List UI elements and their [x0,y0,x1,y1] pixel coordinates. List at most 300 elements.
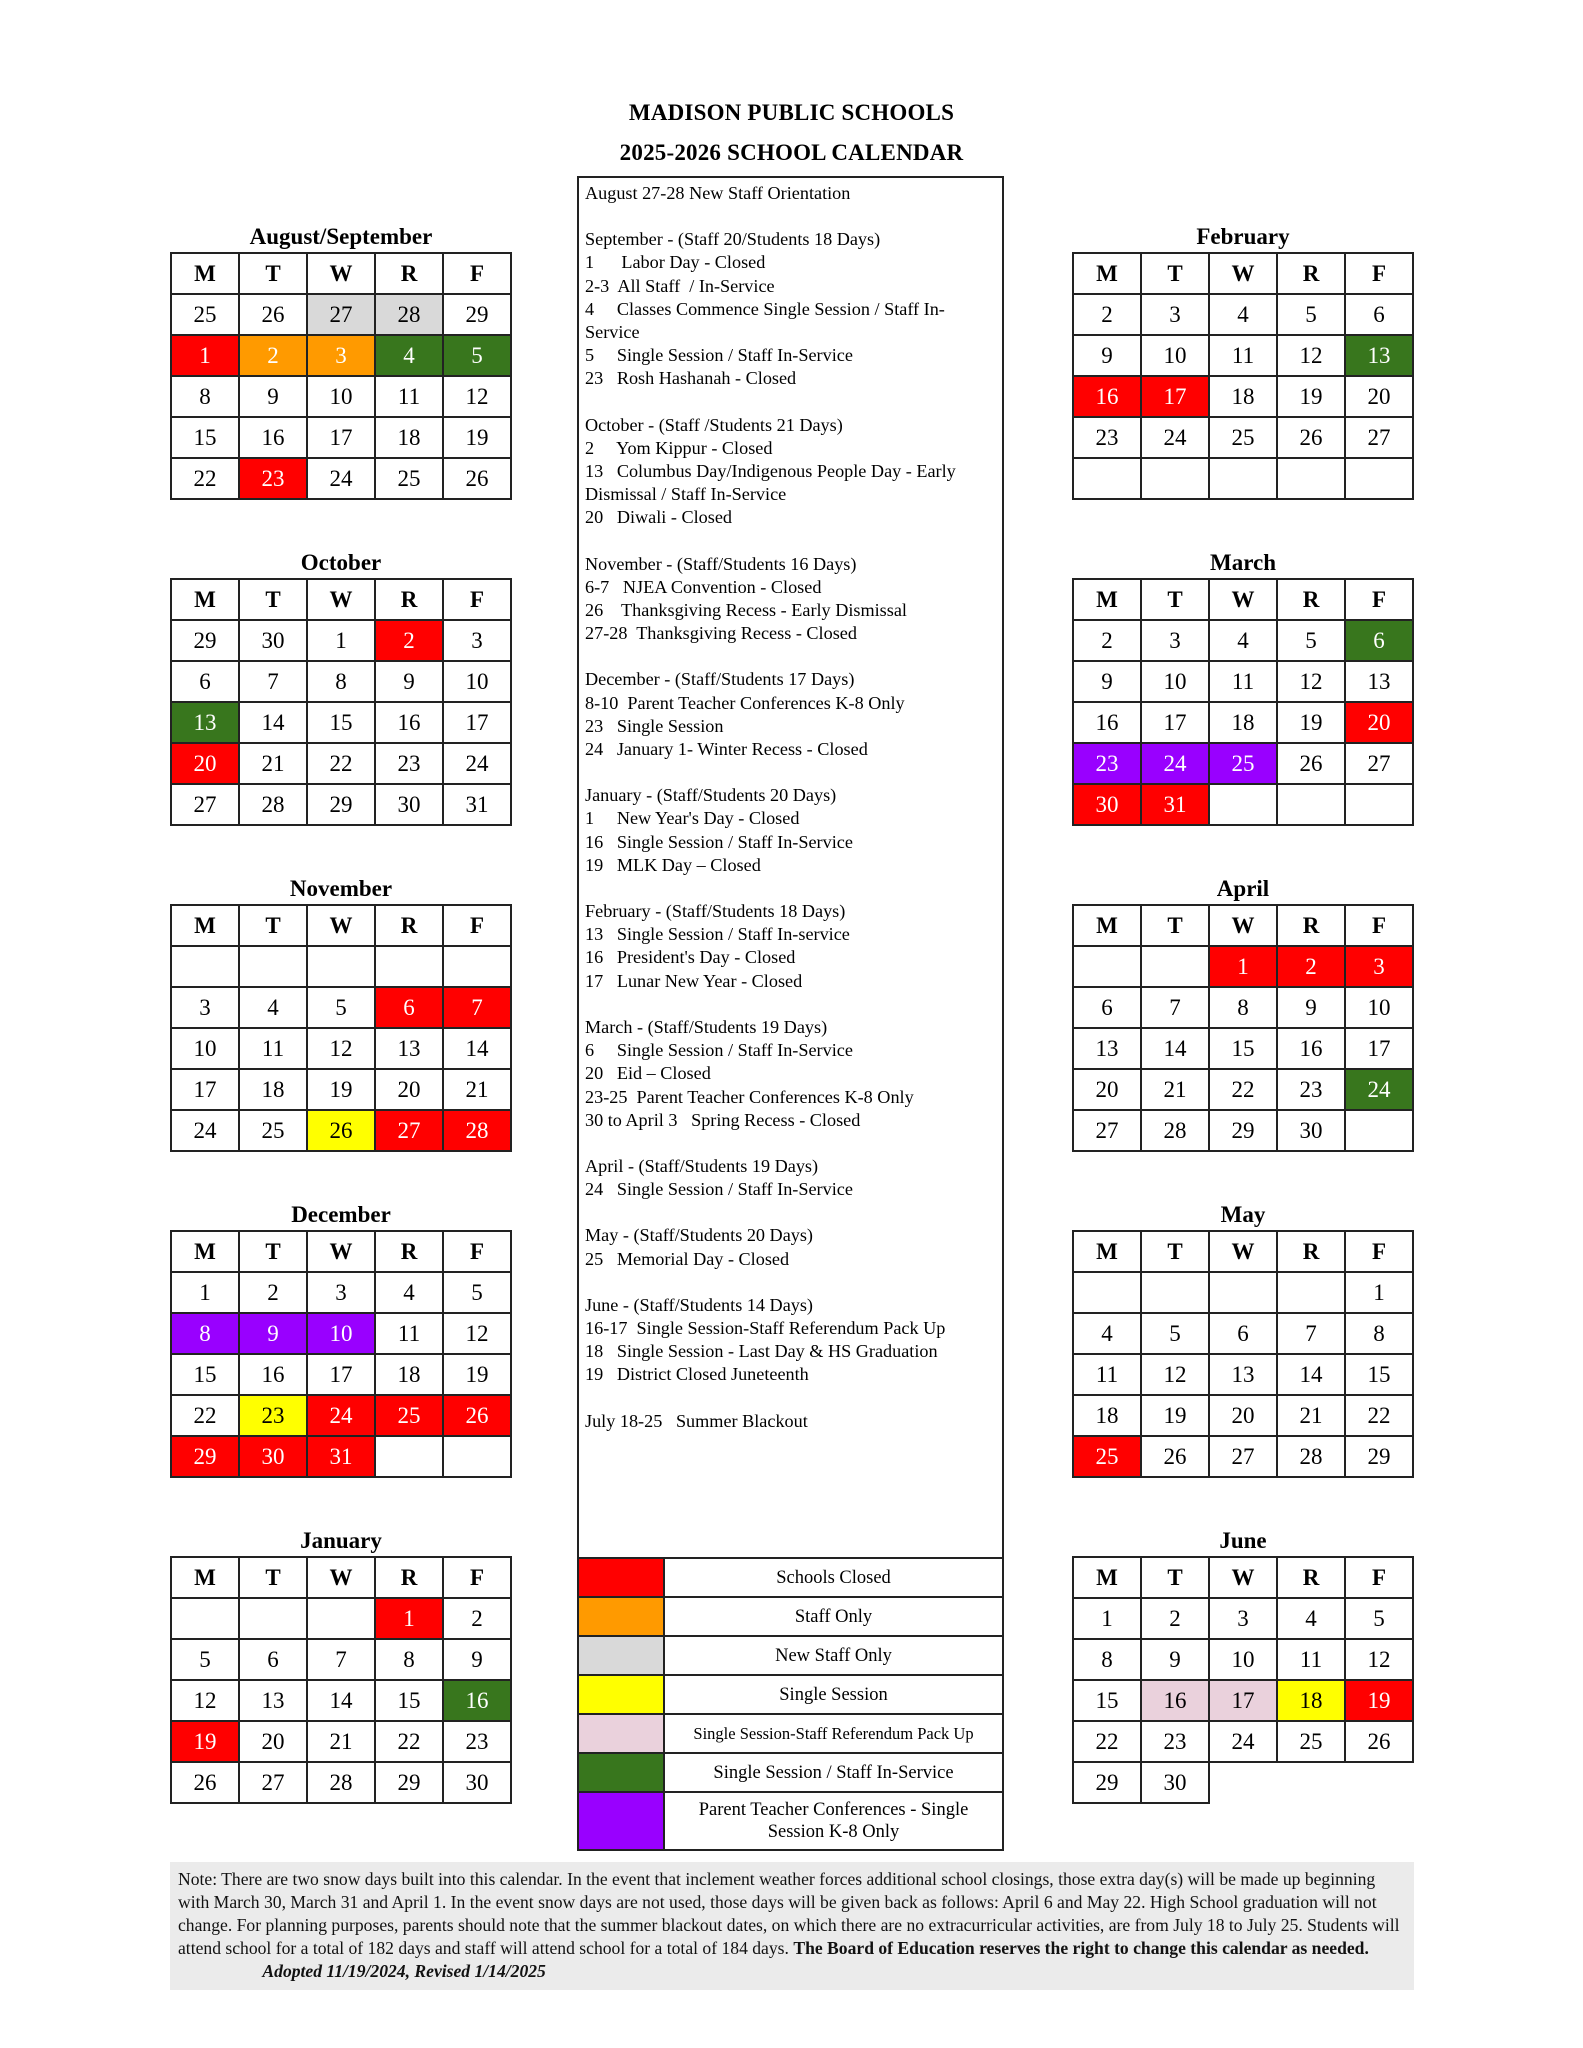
day-cell: 24 [308,1396,376,1437]
day-cell: 29 [172,1437,240,1478]
day-cell: 25 [172,295,240,336]
day-cell: 1 [308,621,376,662]
event-line: 24 Single Session / Staff In-Service [585,1179,853,1200]
day-cell: 6 [240,1640,308,1681]
event-group [585,668,996,761]
weekday-header: M [172,580,240,621]
day-cell: 5 [172,1640,240,1681]
weekday-header: W [1210,1232,1278,1273]
day-cell: 25 [1278,1722,1346,1763]
month-grid [170,252,512,500]
district-title: MADISON PUBLIC SCHOOLS [628,100,955,125]
empty-cell [1210,785,1278,826]
event-group [585,784,996,877]
day-cell: 12 [1142,1355,1210,1396]
day-cell: 17 [1346,1029,1414,1070]
event-line: February - (Staff/Students 18 Days) [585,901,846,922]
day-cell: 22 [1346,1396,1414,1437]
month-march [1072,548,1414,826]
legend-item [579,1557,1002,1596]
weekday-header: W [308,906,376,947]
day-cell: 16 [444,1681,512,1722]
weekday-header: F [1346,254,1414,295]
day-cell: 30 [240,621,308,662]
day-cell: 15 [376,1681,444,1722]
day-cell: 26 [1278,744,1346,785]
event-line: May - (Staff/Students 20 Days) [585,1225,813,1246]
day-cell: 2 [1074,295,1142,336]
event-line: 13 Columbus Day/Indigenous People Day - Early Dismissal / Staff In-Service [585,461,961,505]
day-cell: 24 [172,1111,240,1152]
empty-cell [1210,1273,1278,1314]
day-cell: 11 [376,377,444,418]
day-cell: 23 [376,744,444,785]
day-cell: 9 [444,1640,512,1681]
weekday-header: M [172,1558,240,1599]
day-cell: 6 [172,662,240,703]
empty-cell [444,947,512,988]
day-cell: 17 [1142,703,1210,744]
day-cell: 12 [172,1681,240,1722]
day-cell: 22 [376,1722,444,1763]
legend-item [579,1674,1002,1713]
legend-swatch [579,1598,665,1635]
legend-label: Staff Only [794,1606,873,1627]
day-cell: 10 [1346,988,1414,1029]
empty-cell [1074,947,1142,988]
day-cell: 19 [444,418,512,459]
empty-cell [308,1599,376,1640]
weekday-header: M [1074,1232,1142,1273]
day-cell: 4 [1074,1314,1142,1355]
event-line: 18 Single Session - Last Day & HS Graduation [585,1341,938,1362]
day-cell: 10 [308,1314,376,1355]
day-cell: 12 [308,1029,376,1070]
day-cell: 8 [172,1314,240,1355]
day-cell: 14 [240,703,308,744]
month-february [1072,222,1414,500]
day-cell: 28 [376,295,444,336]
weekday-header: F [444,906,512,947]
day-cell: 24 [1346,1070,1414,1111]
day-cell: 6 [1210,1314,1278,1355]
month-august-september [170,222,512,500]
day-cell: 2 [1142,1599,1210,1640]
event-line: 20 Diwali - Closed [585,507,733,528]
day-cell: 1 [1346,1273,1414,1314]
legend-swatch [579,1559,665,1596]
legend-item [579,1596,1002,1635]
event-line: 6-7 NJEA Convention - Closed [585,576,822,597]
weekday-header: T [1142,254,1210,295]
legend-item [579,1752,1002,1791]
weekday-header: T [240,1558,308,1599]
month-grid [170,578,512,826]
empty-cell [1210,459,1278,500]
day-cell: 13 [172,703,240,744]
month-january [170,1526,512,1804]
event-group [585,228,996,390]
month-name: June [1219,1528,1267,1553]
event-line: January - (Staff/Students 20 Days) [585,785,837,806]
event-line: 2-3 All Staff / In-Service [585,275,775,296]
event-line: October - (Staff /Students 21 Days) [585,414,843,435]
legend-label: Single Session [779,1684,888,1705]
weekday-header: W [1210,254,1278,295]
event-line: 5 Single Session / Staff In-Service [585,345,853,366]
day-cell: 16 [240,418,308,459]
day-cell: 1 [172,1273,240,1314]
day-cell: 30 [376,785,444,826]
day-cell: 15 [1210,1029,1278,1070]
day-cell: 8 [1074,1640,1142,1681]
legend-swatch [579,1676,665,1713]
month-december [170,1200,512,1478]
day-cell: 24 [1142,744,1210,785]
day-cell: 30 [240,1437,308,1478]
day-cell: 5 [1278,295,1346,336]
day-cell: 17 [444,703,512,744]
empty-cell [1346,459,1414,500]
day-cell: 16 [1074,377,1142,418]
day-cell: 20 [1346,377,1414,418]
event-line: November - (Staff/Students 16 Days) [585,553,857,574]
day-cell: 21 [240,744,308,785]
day-cell: 29 [444,295,512,336]
empty-cell [1142,947,1210,988]
event-line: December - (Staff/Students 17 Days) [585,669,855,690]
day-cell: 8 [308,662,376,703]
month-name: April [1216,876,1270,901]
day-cell: 1 [1074,1599,1142,1640]
day-cell: 9 [1074,336,1142,377]
day-cell: 11 [1210,662,1278,703]
day-cell: 17 [308,1355,376,1396]
legend-swatch [579,1754,665,1791]
weekday-header: T [1142,1558,1210,1599]
day-cell: 14 [444,1029,512,1070]
day-cell: 25 [240,1111,308,1152]
empty-cell [172,1599,240,1640]
day-cell: 10 [172,1029,240,1070]
month-grid [1072,578,1414,826]
event-line: 19 MLK Day – Closed [585,854,761,875]
month-may [1072,1200,1414,1478]
month-grid [170,904,512,1152]
day-cell: 16 [240,1355,308,1396]
day-cell: 26 [308,1111,376,1152]
day-cell: 13 [240,1681,308,1722]
day-cell: 27 [1346,418,1414,459]
day-cell: 12 [444,377,512,418]
legend-item [579,1635,1002,1674]
day-cell: 25 [376,459,444,500]
day-cell: 17 [1142,377,1210,418]
empty-cell [1278,1273,1346,1314]
day-cell: 7 [240,662,308,703]
weekday-header: R [376,906,444,947]
weekday-header: M [1074,254,1142,295]
legend-label: New Staff Only [775,1645,892,1666]
event-line: 20 Eid – Closed [585,1063,711,1084]
weekday-header: M [172,1232,240,1273]
day-cell: 5 [444,336,512,377]
weekday-header: W [308,254,376,295]
calendar-title: 2025-2026 SCHOOL CALENDAR [619,140,964,165]
day-cell: 2 [240,1273,308,1314]
event-line: August 27-28 New Staff Orientation [585,183,851,203]
month-october [170,548,512,826]
event-line: March - (Staff/Students 19 Days) [585,1016,828,1037]
legend-swatch [579,1715,665,1752]
event-line: 17 Lunar New Year - Closed [585,970,803,991]
month-grid [170,1230,512,1478]
event-line: April - (Staff/Students 19 Days) [585,1155,819,1176]
day-cell: 28 [1278,1437,1346,1478]
day-cell: 15 [1346,1355,1414,1396]
weekday-header: R [1278,906,1346,947]
day-cell: 4 [1210,621,1278,662]
day-cell: 29 [172,621,240,662]
day-cell: 17 [172,1070,240,1111]
event-group [585,553,996,646]
legend-swatch [579,1637,665,1674]
day-cell: 20 [376,1070,444,1111]
weekday-header: W [308,1558,376,1599]
day-cell: 22 [172,1396,240,1437]
weekday-header: T [240,580,308,621]
empty-cell [172,947,240,988]
events-list [577,176,1004,1559]
day-cell: 9 [376,662,444,703]
day-cell: 3 [308,336,376,377]
weekday-header: R [1278,1232,1346,1273]
event-line: 4 Classes Commence Single Session / Staff In-Service [585,298,945,343]
day-cell: 16 [1278,1029,1346,1070]
day-cell: 2 [240,336,308,377]
month-grid [1072,1230,1414,1478]
event-line: September - (Staff 20/Students 18 Days) [585,229,881,250]
day-cell: 27 [1074,1111,1142,1152]
event-line: 30 to April 3 Spring Recess - Closed [585,1109,861,1130]
day-cell: 11 [1074,1355,1142,1396]
day-cell: 18 [240,1070,308,1111]
day-cell: 18 [1210,703,1278,744]
weekday-header: W [308,1232,376,1273]
empty-cell [1278,785,1346,826]
weekday-header: W [1210,580,1278,621]
weekday-header: T [1142,1232,1210,1273]
month-name: March [1209,550,1276,575]
day-cell: 2 [444,1599,512,1640]
day-cell: 3 [1346,947,1414,988]
day-cell: 18 [376,1355,444,1396]
event-line: 25 Memorial Day - Closed [585,1248,790,1269]
calendar-note [170,1862,1414,1990]
day-cell: 25 [1210,744,1278,785]
weekday-header: F [1346,906,1414,947]
day-cell: 23 [240,1396,308,1437]
empty-cell [1346,785,1414,826]
empty-cell [308,947,376,988]
day-cell: 19 [1278,377,1346,418]
legend-label: Single Session-Staff Referendum Pack Up [693,1723,974,1743]
weekday-header: M [172,254,240,295]
day-cell: 14 [1278,1355,1346,1396]
day-cell: 18 [1210,377,1278,418]
day-cell: 10 [1142,336,1210,377]
day-cell: 28 [1142,1111,1210,1152]
event-line: 24 January 1- Winter Recess - Closed [585,739,868,760]
day-cell: 7 [444,988,512,1029]
event-line: 26 Thanksgiving Recess - Early Dismissal [585,600,907,621]
day-cell: 31 [1142,785,1210,826]
day-cell: 8 [376,1640,444,1681]
empty-cell [1142,1273,1210,1314]
day-cell: 5 [1278,621,1346,662]
month-name: August/September [249,224,433,249]
day-cell: 27 [376,1111,444,1152]
event-line: 8-10 Parent Teacher Conferences K-8 Only [585,692,905,713]
empty-cell [376,1437,444,1478]
day-cell: 5 [308,988,376,1029]
day-cell: 9 [1074,662,1142,703]
weekday-header: R [376,254,444,295]
day-cell: 23 [1142,1722,1210,1763]
day-cell: 23 [1074,418,1142,459]
day-cell: 1 [376,1599,444,1640]
weekday-header: F [1346,580,1414,621]
day-cell: 6 [1346,621,1414,662]
day-cell: 6 [376,988,444,1029]
day-cell: 27 [1210,1437,1278,1478]
weekday-header: W [308,580,376,621]
month-november [170,874,512,1152]
day-cell: 8 [1210,988,1278,1029]
day-cell: 12 [444,1314,512,1355]
day-cell: 17 [308,418,376,459]
day-cell: 17 [1210,1681,1278,1722]
day-cell: 27 [172,785,240,826]
day-cell: 26 [1142,1437,1210,1478]
day-cell: 31 [308,1437,376,1478]
day-cell: 3 [172,988,240,1029]
empty-cell [1074,459,1142,500]
day-cell: 30 [444,1763,512,1804]
day-cell: 21 [444,1070,512,1111]
day-cell: 27 [1346,744,1414,785]
day-cell: 16 [376,703,444,744]
legend-item [579,1713,1002,1752]
day-cell: 23 [1278,1070,1346,1111]
event-group [585,1410,996,1433]
event-line: 27-28 Thanksgiving Recess - Closed [585,623,857,644]
day-cell: 5 [444,1273,512,1314]
weekday-header: W [1210,1558,1278,1599]
day-cell: 1 [1210,947,1278,988]
weekday-header: W [1210,906,1278,947]
weekday-header: T [240,254,308,295]
day-cell: 4 [1210,295,1278,336]
day-cell: 24 [1142,418,1210,459]
day-cell: 4 [1278,1599,1346,1640]
day-cell: 28 [240,785,308,826]
month-name: February [1196,224,1290,249]
day-cell: 30 [1278,1111,1346,1152]
month-april [1072,874,1414,1152]
day-cell: 26 [1278,418,1346,459]
empty-cell [376,947,444,988]
weekday-header: F [444,580,512,621]
day-cell: 12 [1278,662,1346,703]
day-cell: 23 [444,1722,512,1763]
day-cell: 11 [240,1029,308,1070]
weekday-header: R [1278,1558,1346,1599]
day-cell: 3 [1142,621,1210,662]
day-cell: 4 [240,988,308,1029]
day-cell: 7 [1142,988,1210,1029]
weekday-header: R [1278,254,1346,295]
day-cell: 20 [1210,1396,1278,1437]
day-cell: 18 [376,418,444,459]
weekday-header: R [1278,580,1346,621]
event-line: July 18-25 Summer Blackout [585,1410,808,1431]
day-cell: 8 [1346,1314,1414,1355]
event-line: 19 District Closed Juneteenth [585,1364,809,1385]
weekday-header: T [240,906,308,947]
day-cell: 31 [444,785,512,826]
day-cell: 24 [308,459,376,500]
day-cell: 25 [1210,418,1278,459]
month-name: November [289,876,393,901]
weekday-header: F [1346,1558,1414,1599]
day-cell: 25 [1074,1437,1142,1478]
day-cell: 5 [1142,1314,1210,1355]
day-cell: 16 [1074,703,1142,744]
day-cell: 25 [376,1396,444,1437]
weekday-header: F [444,1558,512,1599]
month-grid [1072,904,1414,1152]
day-cell: 3 [1210,1599,1278,1640]
empty-cell [240,947,308,988]
day-cell: 10 [1210,1640,1278,1681]
day-cell: 5 [1346,1599,1414,1640]
weekday-header: M [1074,906,1142,947]
day-cell: 26 [444,459,512,500]
month-june [1072,1526,1414,1804]
day-cell: 15 [172,1355,240,1396]
event-line: 1 Labor Day - Closed [585,252,766,273]
day-cell: 8 [172,377,240,418]
event-line: 23 Single Session [585,715,724,736]
legend-swatch [579,1793,665,1849]
day-cell: 29 [1346,1437,1414,1478]
day-cell: 29 [1074,1763,1142,1804]
day-cell: 10 [308,377,376,418]
weekday-header: T [1142,906,1210,947]
day-cell: 27 [308,295,376,336]
day-cell: 19 [1346,1681,1414,1722]
day-cell: 26 [444,1396,512,1437]
empty-cell [1346,1111,1414,1152]
month-grid [1072,252,1414,500]
day-cell: 23 [1074,744,1142,785]
day-cell: 9 [240,377,308,418]
weekday-header: T [240,1232,308,1273]
weekday-header: R [376,1232,444,1273]
weekday-header: R [376,1558,444,1599]
day-cell: 23 [240,459,308,500]
